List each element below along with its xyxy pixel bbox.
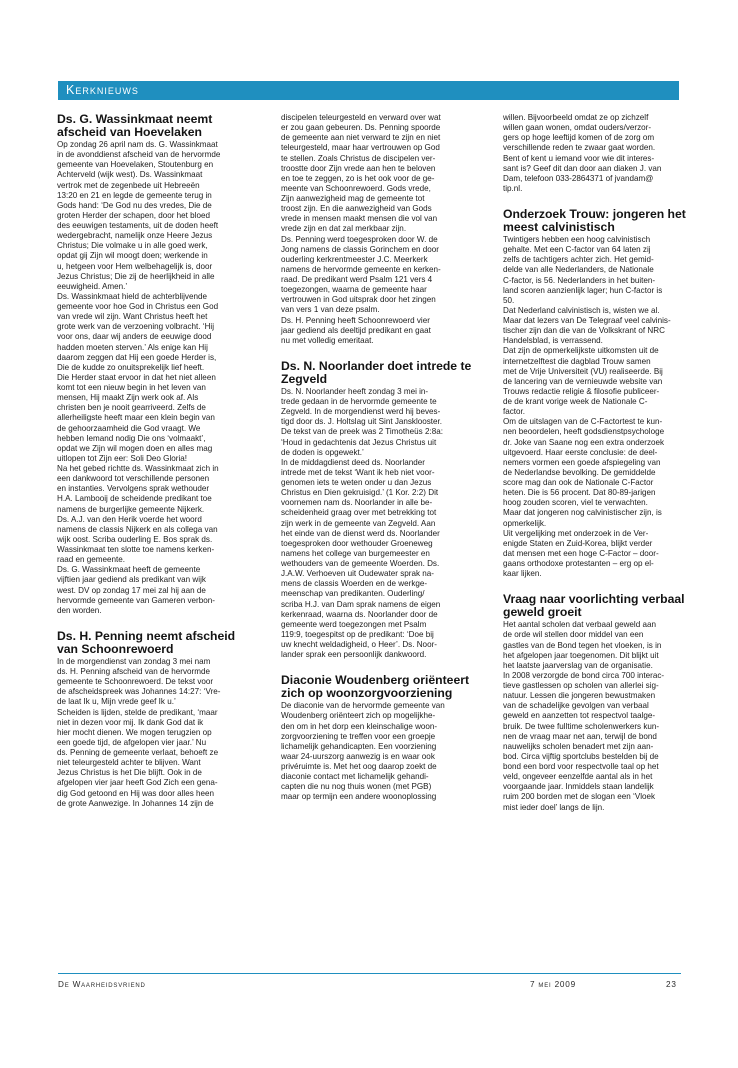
- article-penning: [57, 630, 254, 809]
- column-2: [281, 113, 478, 817]
- article-title: Onderzoek Trouw: jongeren het meest calvinistisch: [503, 207, 686, 234]
- article-title: Diaconie Woudenberg oriënteert zich op woonzorgvoorziening: [281, 673, 470, 701]
- article-body: discipelen teleurgesteld en verward over wat er zou gaan gebeuren. Ds. Penning spoorde de gemeente aan niet verward te zijn en niet teleurgesteld, maar haar vertrouwen op God te stellen. Zoals Christus de discipelen ver- troostte door Zijn vrede aan hen te beloven en toe te zeggen, zo is het ook voor de ge- meente van Schoonrewoerd. Gods vrede, Zijn aanwezigheid mag de gemeente tot troost zijn. En die aanwezigheid van Gods vrede in mensen maakt mensen die vol van vrede zijn en dat zal merkbaar zijn. Ds. Penning werd toegesproken door W. de Jong namens de classis Gorinchem en door ouderling kerkrentmeester J.C. Meerkerk namens de hervormde gemeente en kerken- raad. De predikant werd Psalm 121 vers 4 toegezongen, waarna de gemeente haar vertrouwen in God uitsprak door het zingen van vers 1 van deze psalm. Ds. H. Penning heeft Schoonrewoerd vier jaar gediend als deeltijd predikant en gaat nu met volledig emeritaat.: [281, 113, 441, 345]
- article-title: Ds. G. Wassinkmaat neemt afscheid van Hoevelaken: [57, 112, 213, 139]
- article-title: Ds. H. Penning neemt afscheid van Schoonrewoerd: [57, 628, 236, 656]
- article-penning-continued: [281, 113, 478, 346]
- article-body: willen. Bijvoorbeeld omdat ze op zichzelf willen gaan wonen, omdat ouders/verzor- gers op hoge leeftijd komen of de zorg om verschillende reden te zwaar gaat worden. Bent of kent u iemand voor wie dit interes- sant is? Geef dit dan door aan diaken J. van Dam, telefoon 033-2864371 of jvandam@ tip.nl.: [503, 113, 662, 193]
- article-body: De diaconie van de hervormde gemeente van Woudenberg oriënteert zich op mogelijkhe- den om in het dorp een kleinschalige woon- zorgvoorziening te treffen voor een groepje lichamelijk gehandicapten. Een voorziening waar 24-uurszorg aanwezig is en waar ook privéruimte is. Met het oog daarop zoekt de diaconie contact met lichamelijk gehandi- capten die nu nog thuis wonen (met PGB) maar op termijn een andere woonoplossing: [281, 701, 445, 802]
- article-body: In de morgendienst van zondag 3 mei nam ds. H. Penning afscheid van de hervormde gemeente te Schoonrewoerd. De tekst voor de afscheidspreek was Johannes 14:27: ‘Vre- de laat Ik u, Mijn vrede geef Ik u.’ Scheiden is lijden, stelde de predikant, ‘maar niet in dezen voor mij. Ik dank God dat ik hier mocht dienen. We mogen terugzien op een goede tijd, de afgelopen vier jaar.’ Nu ds. Penning de gemeente verlaat, behoeft ze niet teleurgesteld achter te blijven. Want Jezus Christus is het Die blijft. Ook in de afgelopen vier jaar heeft God Zich een gena- dig God getoond en Hij was door alles heen de grote Aanwezige. In Johannes 14 zijn de: [57, 656, 221, 808]
- footer-date: 7 mei 2009: [530, 980, 576, 989]
- column-3: [503, 113, 700, 827]
- article-wassinkmaat: [57, 113, 254, 616]
- article-body: Het aantal scholen dat verbaal geweld aan de orde wil stellen door middel van een gastles van de Bond tegen het vloeken, is in het afgelopen jaar toegenomen. Dit blijkt uit het laatste jaarverslag van de organisatie. In 2008 verzorgde de bond circa 700 interac- tieve gastlessen op scholen van allerlei sig- natuur. Lessen die jongeren bewustmaken van de schadelijke gevolgen van verbaal geweld en aanzetten tot respectvol taalge- bruik. De twee fulltime scholenwerkers kun- nen de vraag maar net aan, terwijl de bond nauwelijks scholen benadert met zijn aan- bod. Circa vijftig sportclubs bestelden bij de bond een bord voor respectvolle taal op het veld, ongeveer eenzelfde aantal als in het voorgaande jaar. Inmiddels staan landelijk ruim 200 borden met de slogan een ‘Vloek mist ieder doel’ langs de lijn.: [503, 620, 665, 812]
- column-1: [57, 113, 254, 823]
- article-body: Twintigers hebben een hoog calvinistisch gehalte. Met een C-factor van 64 laten zij zelfs de tachtigers achter zich. Het gemid- delde van alle Nederlanders, de Nationale C-factor, is 56. Nederlanders in het buiten- land scoren aanzienlijk lager; hun C-factor is 50. Dat Nederland calvinistisch is, wisten we al. Maar dat lezers van De Telegraaf veel calvinis- tischer zijn dan die van de Volkskrant of NRC Handelsblad, is verrassend. Dat zijn de opmerkelijkste uitkomsten uit de internetzelftest die dagblad Trouw samen met de Vrije Universiteit (VU) realiseerde. Bij de lancering van de vernieuwde website van Trouws redactie religie & filosofie publiceer- de de krant vorige week de Nationale C- factor. Om de uitslagen van de C-Factortest te kun- nen beoordelen, heeft godsdienstpsychologe dr. Joke van Saane nog een extra onderzoek uitgevoerd. Haar eerste conclusie: de deel- nemers vormen een goede afspiegeling van de Nederlandse bevolking. De gemiddelde score mag dan ook de Nationale C-Factor heten. Die is 56 procent. Dat 80-89-jarigen hoog zouden scoren, viel te verwachten. Maar dat jongeren nog calvinistischer zijn, is opmerkelijk. Uit vergelijking met onderzoek in de Ver- enigde Staten en Zuid-Korea, blijkt verder dat mensen met een hoge C-Factor – door- gaans orthodoxe protestanten – erg op el- kaar lijken.: [503, 235, 671, 579]
- footer-publication: De Waarheidsvriend: [58, 980, 146, 989]
- article-onderzoek-trouw: [503, 208, 700, 579]
- section-title: Kerknieuws: [66, 83, 139, 97]
- article-body: Ds. N. Noorlander heeft zondag 3 mei in- trede gedaan in de hervormde gemeente te Zegveld. In de morgendienst werd hij beves- tigd door ds. J. Holtslag uit Sint Jansklooster. De tekst van de preek was 2 Timotheüs 2:8a: ‘Houd in gedachtenis dat Jezus Christus uit de doden is opgewekt.’ In de middagdienst deed ds. Noorlander intrede met de tekst ‘Want ik heb niet voor- genomen iets te weten onder u dan Jezus Christus en Dien gekruisigd.’ (1 Kor. 2:2) Dit voornemen nam ds. Noorlander in alle be- scheidenheid graag over met betrekking tot zijn werk in de gemeente van Zegveld. Aan het einde van de dienst werd ds. Noorlander toegesproken door wethouder Groeneweg namens het college van burgemeester en wethouders van de gemeente Woerden. Ds. J.A.W. Verhoeven uit Oudewater sprak na- mens de classis Woerden en de werkge- meenschap van predikanten. Ouderling/ scriba H.J. van Dam sprak namens de eigen kerkenraad, waarna ds. Noorlander door de gemeente werd toegezongen met Psalm 119:9, toegespitst op de predikant: ‘Doe bij uw knecht weldadigheid, o Heer’. Ds. Noor- lander sprak een persoonlijk dankwoord.: [281, 386, 443, 660]
- footer-divider: [58, 973, 681, 974]
- section-header: [58, 81, 679, 100]
- article-title: Vraag naar voorlichting verbaal geweld groeit: [503, 592, 685, 620]
- article-body: Op zondag 26 april nam ds. G. Wassinkmaat in de avonddienst afscheid van de hervormde gemeente van Hoevelaken, Stoutenburg en Achterveld (wijk west). Ds. Wassinkmaat vertrok met de zegenbede uit Hebreeën 13:20 en 21 en legde de gemeente terug in Gods hand: ‘De God nu des vredes, Die de groten Herder der schapen, door het bloed des eeuwigen testaments, uit de doden heeft wedergebracht, namelijk onze Heere Jezus Christus; Die volmake u in alle goed werk, opdat gij Zijn wil moogt doen; werkende in u, hetgeen voor Hem welbehagelijk is, door Jezus Christus; Die zij de heerlijkheid in alle eeuwigheid. Amen.’ Ds. Wassinkmaat hield de achterblijvende gemeente voor hoe God in Christus een God van vrede wil zijn. Want Christus heeft het grote werk van de verzoening volbracht. ‘Hij voor ons, daar wij anders de eeuwige dood hadden moeten sterven.’ Als enige kan Hij daarom zeggen dat Hij een goede Herder is, Die de kudde zo onuitsprekelijk lief heeft. Die Herder staat ervoor in dat het niet alleen komt tot een nieuw begin in het leven van mensen, Hij maakt Zijn werk ook af. Als christen ben je nooit gearriveerd. Zelfs de allerheiligste heeft maar een klein begin van de gehoorzaamheid die God vraagt. We hebben Iemand nodig Die ons ‘volmaakt’, opdat we Zijn wil mogen doen en alles mag uitlopen tot Zijn eer: Soli Deo Gloria! Na het gebed richtte ds. Wassinkmaat zich in een dankwoord tot verschillende personen en instanties. Vervolgens sprak wethouder H.A. Lambooij de scheidende predikant toe namens de burgerlijke gemeente Nijkerk. Ds. A.J. van den Herik voerde het woord namens de classis Nijkerk en als collega van wijk oost. Scriba ouderling E. Bos sprak ds. Wassinkmaat ten slotte toe namens kerken- raad en gemeente. Ds. G. Wassinkmaat heeft de gemeente vijftien jaar gediend als predikant van wijk west. DV op zondag 17 mei zal hij aan de hervormde gemeente van Gameren verbon- den worden.: [57, 140, 221, 615]
- page-number: 23: [666, 980, 677, 989]
- article-noorlander: [281, 360, 478, 660]
- article-diaconie-continued: [503, 113, 700, 194]
- article-verbaal-geweld: [503, 593, 700, 812]
- article-diaconie-woudenberg: [281, 674, 478, 802]
- article-title: Ds. N. Noorlander doet intrede te Zegveld: [281, 358, 472, 386]
